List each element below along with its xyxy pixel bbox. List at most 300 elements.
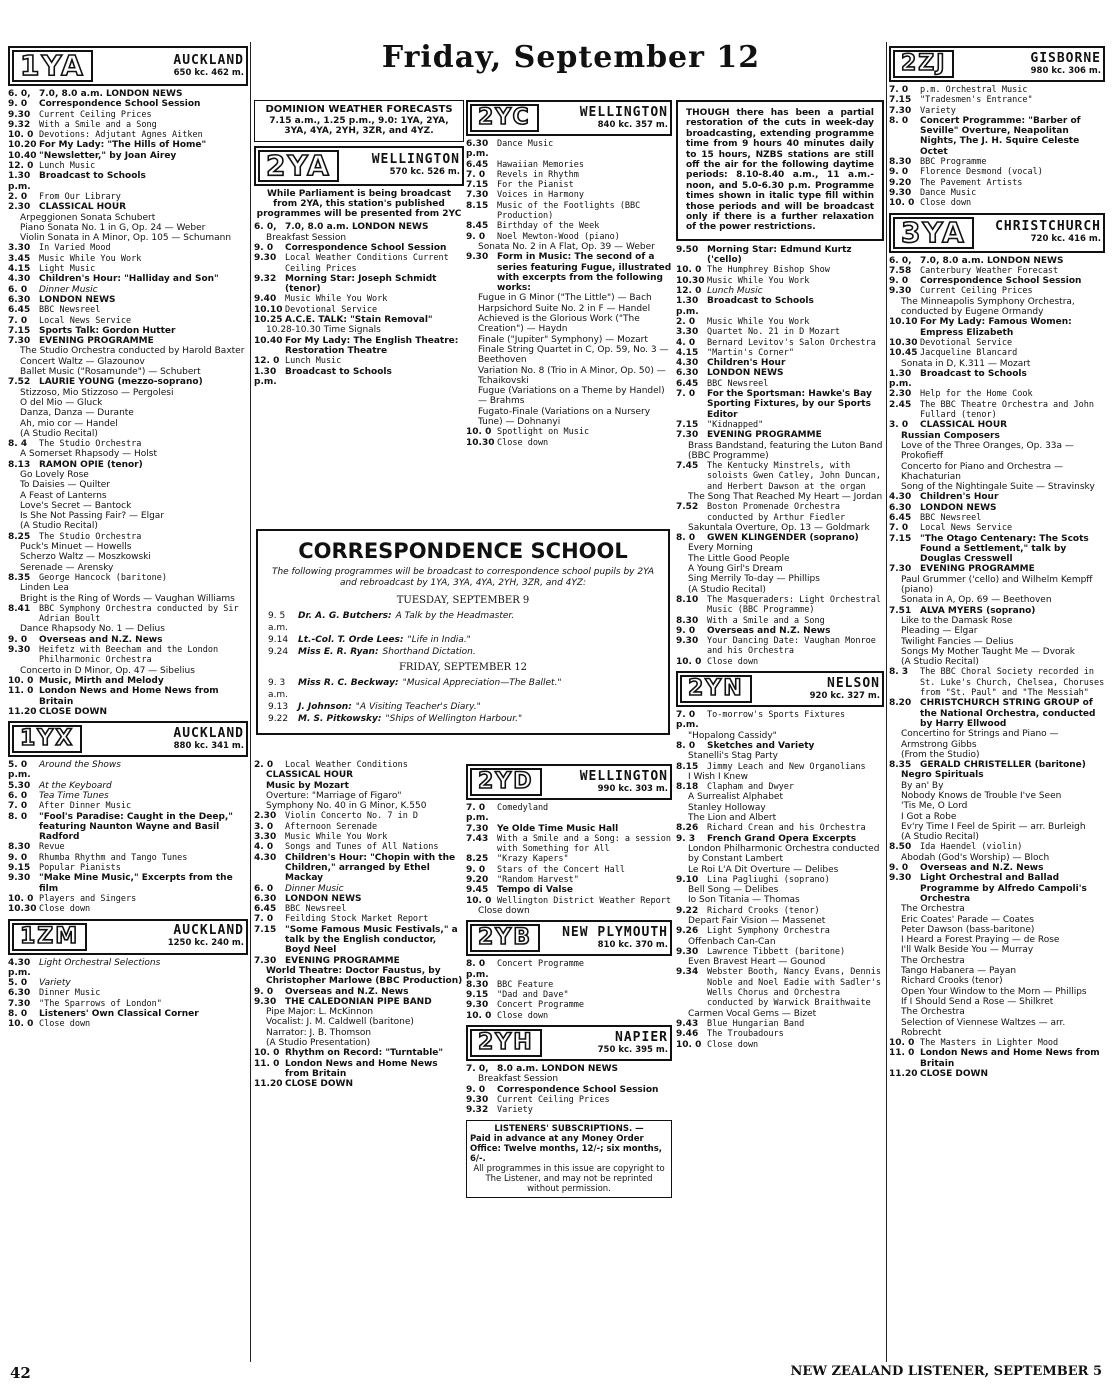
program-title: CLOSE DOWN — [39, 706, 108, 717]
program-title: 7.0, 8.0 a.m. LONDON NEWS — [285, 222, 429, 233]
program-entry: Russian Composers — [901, 430, 1000, 441]
program-title: BBC Newsreel — [39, 305, 101, 316]
program-time: 4.30 — [889, 492, 912, 503]
program-title: Afternoon Serenade — [285, 821, 378, 832]
program-entry — [8, 110, 248, 120]
program-entry — [254, 1048, 464, 1058]
correspondence-time: 9.13 — [268, 702, 289, 712]
program-time: 4.15 — [676, 347, 699, 358]
program-title: Close down — [39, 1019, 91, 1030]
program-entry — [676, 926, 884, 936]
program-list-2zj — [889, 85, 1105, 209]
program-entry: Symphony No. 40 in G Minor, K.550 — [266, 801, 427, 812]
program-entry — [254, 222, 464, 232]
program-entry — [8, 573, 248, 583]
program-title: To-morrow's Sports Fixtures — [707, 710, 846, 721]
program-entry — [8, 140, 248, 150]
program-time: 9.30 — [8, 109, 31, 120]
program-title: Overseas and N.Z. News — [285, 986, 409, 997]
program-time: 7.15 — [676, 419, 699, 430]
program-entry — [676, 348, 884, 358]
program-title: Concert Programme — [497, 959, 584, 970]
program-title: Comedyland — [497, 803, 549, 813]
program-entry — [8, 812, 248, 843]
program-entry — [676, 616, 884, 626]
program-entry — [889, 523, 1105, 533]
station-city: NELSON — [827, 675, 880, 691]
program-time: 4.15 — [8, 264, 31, 275]
program-title: Tea Time Tunes — [39, 791, 109, 801]
program-entry — [254, 274, 464, 295]
column-rule — [250, 42, 251, 1362]
program-entry — [254, 305, 464, 315]
correspondence-time: 9.22 — [268, 714, 289, 724]
program-entry: Tango Habanera — Payan — [901, 966, 1017, 977]
program-time: 4. 0 — [254, 842, 274, 853]
station-freq: 750 kc. 395 m. — [597, 1044, 668, 1055]
program-time: 7. 0 p.m. — [676, 710, 699, 731]
program-entry — [254, 336, 464, 357]
program-entry — [889, 369, 1105, 390]
program-entry — [889, 266, 1105, 276]
correspondence-speaker: Miss E. R. Ryan: — [298, 647, 379, 657]
program-entry — [8, 904, 248, 914]
subscriptions-text: Paid in advance at any Money Order Office: Twelve months, 12/-; six months, 6/-. — [470, 1133, 663, 1164]
program-list-1yx — [8, 760, 248, 914]
program-time: 10. 0 — [466, 895, 492, 906]
program-title: Violin Concerto No. 7 in D — [285, 811, 419, 822]
program-title: Dinner Music — [285, 883, 344, 894]
program-time: 3. 0 — [889, 420, 909, 431]
program-title: Noel Mewton-Wood (piano) — [497, 231, 620, 242]
program-entry: Is She Not Passing Fair? — Elgar — [20, 511, 165, 522]
program-time: 7.52 — [8, 377, 31, 388]
column-rule — [886, 42, 887, 1362]
program-title: ALVA MYERS (soprano) — [920, 605, 1036, 616]
program-time: 6.45 — [466, 159, 489, 170]
program-time: 9.30 — [889, 187, 912, 198]
program-entry: Violin Sonata in A Minor, Op. 105 — Schumann — [20, 233, 232, 244]
program-title: Overseas and N.Z. News — [39, 634, 163, 645]
program-title: Music While You Work — [285, 294, 388, 305]
program-entry — [8, 192, 248, 202]
program-title: EVENING PROGRAMME — [920, 564, 1035, 575]
program-entry — [8, 89, 248, 99]
station-city: NAPIER — [615, 1029, 668, 1045]
program-entry: Breakfast Session — [266, 232, 347, 243]
weather-heading: DOMINION WEATHER FORECASTS — [265, 104, 453, 115]
program-title: Your Dancing Date: Vaughan Monroe and his Orchestra — [707, 636, 876, 657]
program-entry — [676, 906, 884, 916]
program-list-2ya-b — [254, 760, 464, 1090]
program-title: The Studio Orchestra — [39, 531, 142, 542]
twoya-note: While Parliament is being broadcast from 2YA, this station's published programmes will be presented from 2YC — [256, 188, 462, 220]
program-time: 6. 0, — [8, 89, 31, 99]
station-logo: 2YC — [470, 104, 539, 132]
program-time: 4. 0 — [676, 337, 696, 348]
program-entry: The Orchestra — [901, 955, 965, 966]
program-time: 2.30 — [889, 389, 912, 400]
weather-box — [254, 100, 464, 142]
program-entry: Scherzo Waltz — Moszkowski — [20, 552, 151, 563]
program-entry — [254, 894, 464, 904]
program-time: 7.15 — [466, 180, 489, 191]
program-title: Voices in Harmony — [497, 190, 584, 201]
correspondence-topic: "Musical Appreciation—The Ballet." — [402, 678, 562, 688]
program-list-2ya — [254, 222, 464, 387]
page-number: 42 — [10, 1364, 31, 1382]
program-entry — [889, 317, 1105, 338]
column-1 — [8, 42, 248, 1030]
program-time: 8.15 — [676, 761, 699, 772]
program-entry: Ah, mio cor — Handel — [20, 418, 118, 429]
program-title: Songs and Tunes of All Nations — [285, 842, 439, 853]
program-entry — [466, 1064, 672, 1074]
program-entry — [889, 606, 1105, 616]
program-entry: Peter Dawson (bass-baritone) — [901, 924, 1035, 935]
program-entry: Go Lovely Rose — [20, 469, 89, 480]
program-entry — [466, 438, 672, 448]
program-time: 9.30 — [466, 252, 489, 263]
program-title: Local News Service — [920, 523, 1013, 534]
program-time: 7.15 — [8, 325, 31, 336]
program-entry — [889, 106, 1105, 116]
program-entry — [466, 427, 672, 437]
correspondence-days — [268, 595, 658, 725]
program-entry — [466, 990, 672, 1000]
station-2yn-header — [676, 671, 884, 707]
correspondence-speaker: J. Johnson: — [298, 702, 352, 712]
program-entry — [254, 904, 464, 914]
program-entry — [254, 822, 464, 832]
page-title: Friday, September 12 — [381, 40, 761, 75]
program-entry: London Philharmonic Orchestra conducted by Constant Lambert — [688, 843, 880, 865]
correspondence-topic: "A Visiting Teacher's Diary." — [355, 702, 481, 712]
program-time: 10. 0 — [8, 893, 34, 904]
cuts-notice-box — [676, 100, 884, 241]
program-entry: A Surrealist Alphabet — [688, 792, 783, 803]
program-time: 9.45 — [466, 885, 489, 896]
program-title: Devotions: Adjutant Agnes Aitken — [39, 130, 203, 141]
program-list-2yc — [466, 139, 672, 448]
program-title: Current Ceiling Prices — [39, 109, 152, 120]
program-entry — [676, 317, 884, 327]
program-title: Broadcast to Schools — [39, 171, 146, 182]
program-time: 2. 0 — [8, 191, 28, 202]
program-entry — [676, 338, 884, 348]
program-entry — [889, 389, 1105, 399]
program-time: 12. 0 — [254, 356, 280, 367]
program-title: The BBC Theatre Orchestra and John Fullard (tenor) — [920, 399, 1094, 421]
program-entry: Every Morning — [688, 543, 753, 554]
program-entry — [8, 645, 248, 666]
program-entry — [676, 296, 884, 317]
station-logo: 2ZJ — [893, 50, 954, 78]
program-entry — [676, 1029, 884, 1039]
program-time: 4.30 — [254, 852, 277, 863]
program-title: Hawaiian Memories — [497, 159, 584, 170]
program-entry — [676, 245, 884, 266]
program-time: 2. 0 — [254, 760, 274, 770]
program-time: 8.18 — [676, 782, 699, 793]
station-freq: 720 kc. 416 m. — [1030, 234, 1101, 245]
program-time: 7.30 — [466, 823, 489, 834]
program-entry — [8, 99, 248, 109]
program-entry — [8, 295, 248, 305]
program-entry — [889, 348, 1105, 358]
program-entry — [676, 389, 884, 420]
program-title: Morning Star: Joseph Schmidt (tenor) — [285, 273, 437, 295]
program-entry: (A Studio Recital) — [901, 832, 979, 843]
program-time: 9.30 — [254, 996, 277, 1007]
program-entry — [8, 873, 248, 894]
program-entry — [889, 116, 1105, 157]
program-entry: Negro Spirituals — [901, 770, 984, 781]
program-time: 9.30 — [466, 1000, 489, 1011]
program-time: 8.45 — [466, 221, 489, 232]
copyright-text: All programmes in this issue are copyright to The Listener, and may not be reprinted without permission. — [473, 1163, 665, 1194]
program-time: 10.10 — [254, 304, 283, 315]
program-entry: Harpsichord Suite No. 2 in F — Handel — [478, 303, 651, 314]
program-title: Music of the Footlights (BBC Production) — [497, 200, 641, 222]
program-title: BBC Newsreel — [285, 904, 347, 915]
station-1zm-header — [8, 919, 248, 955]
program-time: 1.30 p.m. — [254, 366, 277, 387]
station-3ya-header — [889, 213, 1105, 253]
program-entry: Puck's Minuet — Howells — [20, 542, 132, 553]
program-entry — [466, 139, 672, 160]
program-entry: 10.28-10.30 Time Signals — [266, 325, 381, 336]
program-time: 9.20 — [466, 875, 489, 886]
program-time: 9. 0 — [466, 1084, 486, 1095]
program-time: 10.45 — [889, 348, 918, 359]
program-entry: Le Roi L'A Dit Overture — Delibes — [688, 864, 839, 875]
program-title: Sports Talk: Gordon Hutter — [39, 325, 176, 336]
program-entry — [676, 947, 884, 957]
program-entry — [676, 1019, 884, 1029]
program-entry: Finale String Quartet in C, Op. 59, No. 3 — Beethoven — [478, 344, 669, 366]
program-entry — [8, 801, 248, 811]
program-entry — [466, 221, 672, 231]
program-entry: Sing Merrily To-day — Phillips — [688, 574, 820, 585]
program-title: Spotlight on Music — [497, 427, 590, 438]
program-time: 6.30 — [8, 988, 31, 999]
program-title: In Varied Mood — [39, 243, 111, 254]
program-title: Local News Service — [39, 315, 132, 326]
program-entry — [466, 1095, 672, 1105]
program-time: 9. 0 — [8, 99, 28, 110]
program-entry: Close down — [478, 905, 530, 916]
program-time: 6.30 — [254, 893, 277, 904]
program-title: Revels in Rhythm — [497, 169, 579, 180]
program-entry — [889, 534, 1105, 565]
program-time: 6. 0, — [254, 222, 277, 233]
program-entry — [254, 1059, 464, 1080]
program-time: 7. 0 — [676, 389, 696, 400]
program-entry: Pleading — Elgar — [901, 626, 978, 637]
program-entry — [8, 958, 248, 979]
program-title: The Masqueraders: Light Orchestral Music (BBC Programme) — [707, 594, 881, 616]
program-title: Children's Hour — [920, 492, 999, 503]
program-entry — [254, 253, 464, 274]
program-time: 8. 0 — [8, 1009, 28, 1020]
program-entry — [889, 256, 1105, 266]
program-time: 8.15 — [466, 200, 489, 211]
station-freq: 980 kc. 306 m. — [1030, 65, 1101, 76]
program-time: 9.22 — [676, 905, 699, 916]
program-entry: Pipe Major: L. McKinnon — [266, 1007, 374, 1018]
program-time: 9.30 — [466, 1094, 489, 1105]
program-entry — [676, 782, 884, 792]
program-title: Blue Hungarian Band — [707, 1018, 805, 1029]
station-logo: 2YA — [258, 150, 339, 182]
program-entry — [676, 533, 884, 543]
program-list-2yb — [466, 959, 672, 1021]
program-title: Webster Booth, Nancy Evans, Dennis Noble and Noel Eadie with Sadler's Wells Chorus and Orchestra conducted by Warwick Braithwaite — [707, 967, 881, 1009]
program-entry: Finale ("Jupiter" Symphony) — Mozart — [478, 334, 648, 345]
program-time: 7.30 — [676, 430, 699, 441]
program-time: 8.30 — [676, 615, 699, 626]
program-title: Correspondence School Session — [920, 276, 1082, 287]
program-title: "Dad and Dave" — [497, 990, 569, 1001]
program-entry — [254, 294, 464, 304]
program-entry: Stizzoso, Mio Stizzoso — Pergolesi — [20, 387, 174, 398]
program-title: CLASSICAL HOUR — [39, 202, 127, 213]
program-entry: A Young Girl's Dream — [688, 564, 783, 575]
program-entry — [676, 762, 884, 772]
correspondence-topic: "Ships of Wellington Harbour." — [385, 714, 523, 724]
program-time: 7.15 — [889, 95, 912, 106]
program-title: With a Smile and a Song — [39, 119, 157, 130]
program-title: Canterbury Weather Forecast — [920, 265, 1059, 276]
program-title: Richard Crooks (tenor) — [707, 905, 820, 916]
program-entry: The Little Good People — [688, 553, 790, 564]
station-2yh-header — [466, 1025, 672, 1061]
program-title: Close down — [707, 656, 759, 667]
station-2ya-header — [254, 146, 464, 186]
program-time: 8.35 — [8, 572, 31, 583]
program-entry — [466, 885, 672, 895]
program-entry — [676, 1040, 884, 1050]
program-title: Dinner Music — [39, 284, 98, 295]
station-freq: 1250 kc. 240 m. — [167, 938, 244, 949]
program-title: Current Ceiling Prices — [920, 286, 1033, 297]
program-title: BBC Newsreel — [920, 512, 982, 523]
program-title: Sketches and Variety — [707, 740, 815, 751]
program-entry: Narrator: J. B. Thomson — [266, 1027, 372, 1038]
program-time: 9. 0 — [889, 276, 909, 287]
program-entry — [676, 286, 884, 296]
program-entry — [889, 1048, 1105, 1069]
program-entry: I'll Walk Beside You — Murray — [901, 945, 1034, 956]
program-time: 9.32 — [466, 1105, 489, 1116]
program-title: The Troubadours — [707, 1029, 784, 1040]
program-entry: I Wish I Knew — [688, 771, 748, 782]
correspondence-item — [268, 713, 658, 725]
program-entry: (From the Studio) — [901, 749, 980, 760]
program-title: The BBC Choral Society recorded in St. Luke's Church, Chelsea, Choruses from "St. Paul" and "The Messiah" — [920, 667, 1105, 699]
station-freq: 990 kc. 303 m. — [597, 783, 668, 794]
program-title: CLOSE DOWN — [285, 1079, 354, 1090]
program-entry: (A Studio Recital) — [688, 584, 766, 595]
program-entry — [676, 657, 884, 667]
program-title: Local Weather Conditions Current Ceiling Prices — [285, 253, 449, 274]
program-title: LONDON NEWS — [707, 368, 784, 379]
program-time: 11. 0 — [889, 1048, 915, 1059]
program-entry: (A Studio Recital) — [901, 657, 979, 668]
program-entry — [889, 503, 1105, 513]
program-entry: Concerto for Piano and Orchestra — Khachaturian — [901, 461, 1063, 482]
program-entry: Overture: "Marriage of Figaro" — [266, 790, 402, 801]
program-entry — [889, 276, 1105, 286]
program-entry: If I Should Send a Rose — Shilkret — [901, 996, 1054, 1007]
program-title: Rhythm on Record: "Turntable" — [285, 1048, 444, 1059]
program-time: 9. 0 — [676, 625, 696, 636]
program-entry — [254, 243, 464, 253]
program-title: Feilding Stock Market Report — [285, 914, 429, 925]
station-2yc-header — [466, 100, 672, 136]
program-entry — [889, 286, 1105, 296]
program-entry: Ballet Music ("Rosamunde") — Schubert — [20, 367, 201, 378]
program-time: 2.30 — [254, 811, 277, 822]
program-time: 8.26 — [676, 823, 699, 834]
program-time: 4.30 — [676, 358, 699, 369]
program-title: Close down — [497, 437, 549, 448]
program-entry: Breakfast Session — [478, 1074, 559, 1085]
program-time: 10. 0 — [8, 675, 34, 686]
program-entry — [254, 367, 464, 388]
program-time: 3.30 — [676, 327, 699, 338]
column-2-bottom — [254, 760, 464, 1090]
program-entry — [8, 707, 248, 717]
program-title: Broadcast to Schools — [920, 368, 1027, 379]
program-time: 10.30 — [466, 437, 495, 448]
program-title: 7.0, 8.0 a.m. LONDON NEWS — [920, 255, 1064, 266]
program-title: Form in Music: The second of a series featuring Fugue, illustrated with excerpts from the following works: — [497, 252, 672, 294]
program-time: 7.30 — [466, 190, 489, 201]
program-entry — [8, 853, 248, 863]
program-entry — [466, 834, 672, 855]
program-entry: The Minneapolis Symphony Orchestra, conducted by Eugene Ormandy — [901, 296, 1075, 318]
program-time: 1.30 p.m. — [676, 296, 699, 317]
program-time: 7.45 — [676, 461, 699, 472]
program-entry: Love of the Three Oranges, Op. 33a — Prokofieff — [901, 440, 1074, 462]
program-title: Close down — [497, 1010, 549, 1021]
program-title: Music, Mirth and Melody — [39, 675, 164, 686]
program-entry — [466, 896, 672, 906]
program-time: 7.52 — [676, 502, 699, 513]
program-entry — [889, 338, 1105, 348]
program-title: BBC Programme — [920, 157, 987, 168]
program-title: For the Pianist — [497, 180, 574, 191]
station-logo: 1YX — [12, 725, 82, 753]
program-entry — [466, 875, 672, 885]
program-entry: Fugue in G Minor ("The Little") — Bach — [478, 293, 652, 304]
program-title: Devotional Service — [920, 337, 1013, 348]
program-time: 7.15 — [889, 533, 912, 544]
program-time: 3. 0 — [254, 821, 274, 832]
program-title: Close down — [39, 904, 91, 915]
program-time: 6.30 p.m. — [466, 139, 489, 160]
program-time: 6.30 — [8, 294, 31, 305]
program-title: Variety — [39, 978, 71, 989]
station-city: GISBORNE — [1030, 50, 1101, 66]
program-entry: Carmen Vocal Gems — Bizet — [688, 1008, 817, 1019]
program-time: 8. 3 — [889, 667, 909, 678]
program-time: 3.30 — [8, 243, 31, 254]
correspondence-topic: A Talk by the Headmaster. — [395, 611, 515, 621]
program-time: 8. 0 — [676, 533, 696, 544]
